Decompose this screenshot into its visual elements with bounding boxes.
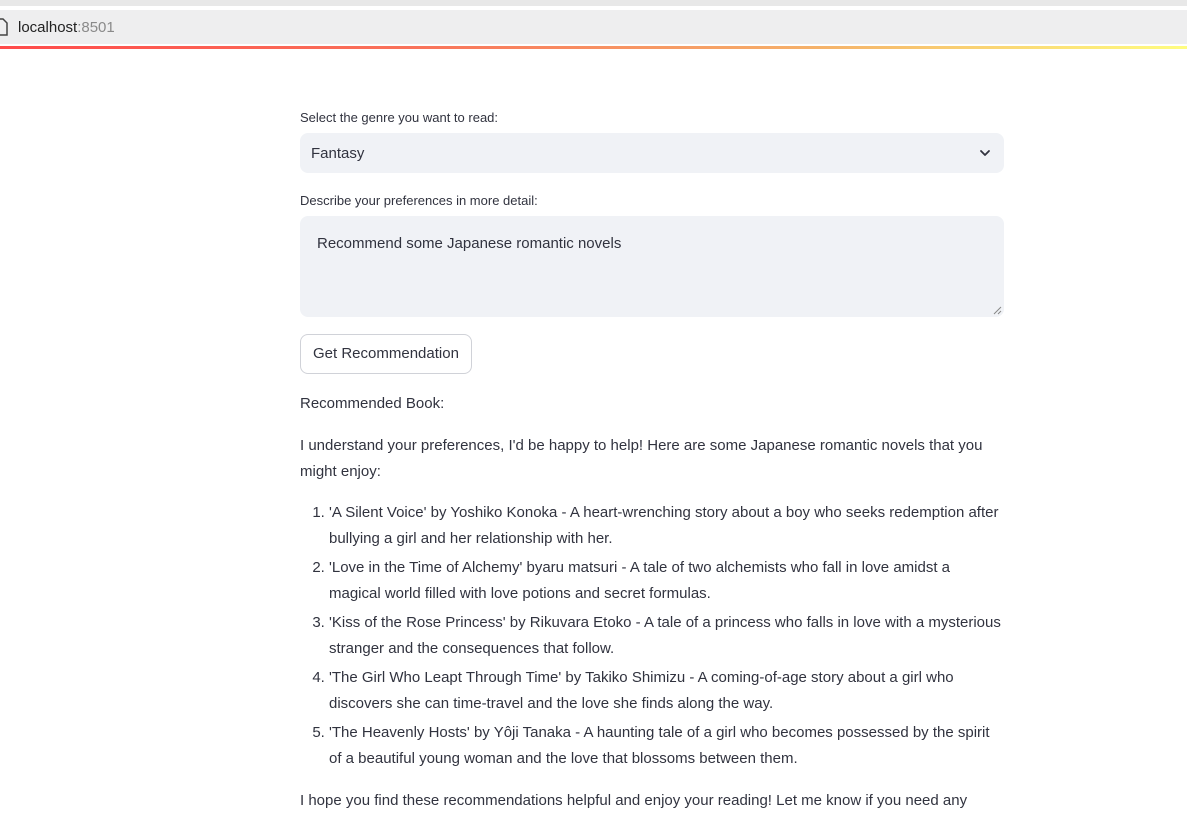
preferences-label: Describe your preferences in more detail: xyxy=(300,193,538,208)
header-decoration xyxy=(0,46,1187,49)
page-icon xyxy=(0,18,8,36)
chevron-down-icon xyxy=(978,146,992,160)
preferences-text: Recommend some Japanese romantic novels xyxy=(317,235,622,252)
genre-label: Select the genre you want to read: xyxy=(300,110,499,125)
url-host: localhost xyxy=(18,18,78,36)
browser-top-strip xyxy=(0,0,1187,6)
result-heading: Recommended Book: xyxy=(300,395,445,412)
list-item: 3. 'Kiss of the Rose Princess' by Rikuvara Etoko - A tale of a princess who falls in love with a mysterious stranger and the consequences that follow. xyxy=(329,610,1004,662)
url-text xyxy=(18,19,115,36)
list-item: 5. 'The Heavenly Hosts' by Yôji Tanaka - A haunting tale of a girl who becomes possessed by the spirit of a beautiful young woman and the love that blossoms between them. xyxy=(329,720,1004,772)
address-bar[interactable] xyxy=(0,10,1187,44)
list-item: 2. 'Love in the Time of Alchemy' byaru matsuri - A tale of two alchemists who fall in love amidst a magical world filled with love potions and secret formulas. xyxy=(329,555,1004,607)
list-item: 4. 'The Girl Who Leapt Through Time' by Takiko Shimizu - A coming-of-age story about a girl who discovers she can time-travel and the love she finds along the way. xyxy=(329,665,1004,717)
recommendation-list xyxy=(300,500,1004,772)
get-recommendation-button[interactable]: Get Recommendation xyxy=(300,334,472,374)
url-port: :8501 xyxy=(77,18,115,36)
result-intro: I understand your preferences, I'd be happy to help! Here are some Japanese romantic novels that you might enjoy: xyxy=(300,437,983,480)
genre-select[interactable] xyxy=(300,133,1004,173)
genre-selected-value: Fantasy xyxy=(311,144,365,162)
list-item: 1. 'A Silent Voice' by Yoshiko Konoka - A heart-wrenching story about a boy who seeks redemption after bullying a girl and her relationship with her. xyxy=(329,500,1004,552)
main-content xyxy=(300,110,1004,814)
resize-handle-icon[interactable] xyxy=(992,305,1002,315)
result-outro: I hope you find these recommendations helpful and enjoy your reading! Let me know if you need any xyxy=(300,792,968,809)
preferences-textarea[interactable] xyxy=(300,216,1004,317)
